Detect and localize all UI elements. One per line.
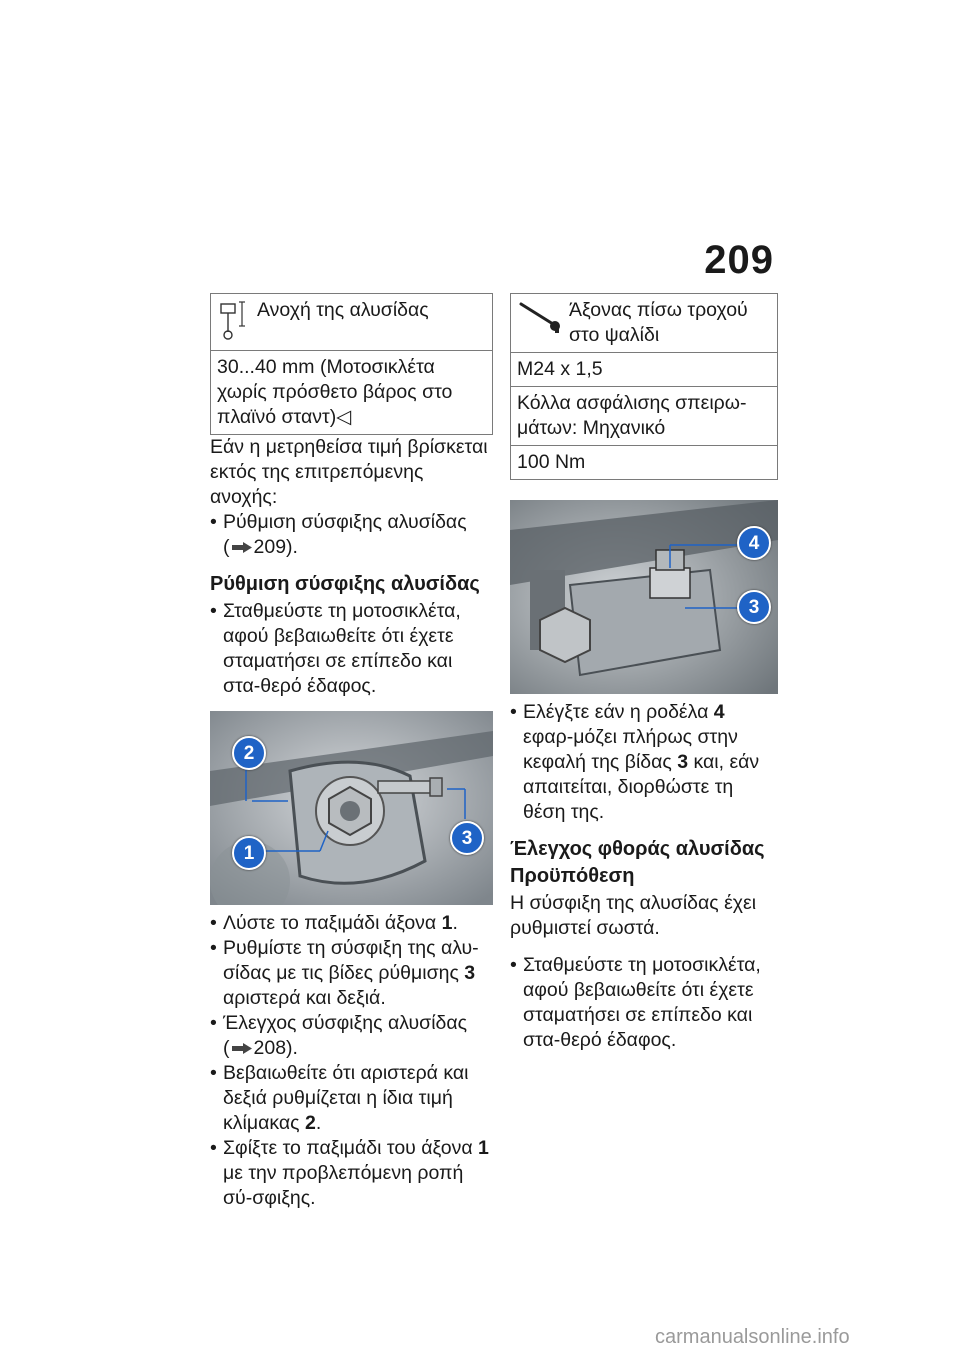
list-item: • Σφίξτε το παξιμάδι του άξονα 1 με την προβλεπόμενη ροπή σύ-σφιξης.	[210, 1136, 493, 1211]
check-list	[510, 700, 778, 825]
spec-value-slack: 30...40 mm (Μοτοσικλέτα χωρίς πρόσθετο βάρος στο πλαϊνό σταντ)◁	[211, 351, 493, 435]
intro-list	[210, 510, 493, 560]
list-item: • Έλεγχος σύσφιξης αλυσίδας ( 208).	[210, 1011, 493, 1061]
adjust-list-1	[210, 599, 493, 699]
watermark: carmanualsonline.info	[655, 1326, 850, 1348]
torque-wrench-icon	[517, 298, 563, 334]
spec-adhesive: Κόλλα ασφάλισης σπειρω-μάτων: Μηχανικό	[511, 387, 778, 446]
list-item: • Βεβαιωθείτε ότι αριστερά και δεξιά ρυθμίζεται η ίδια τιμή κλίμακας 2.	[210, 1061, 493, 1136]
chain-slack-spec-table	[210, 293, 493, 435]
callout-badge: 4	[737, 526, 771, 560]
adjuster-bolt-photo	[510, 500, 778, 694]
wear-list	[510, 953, 778, 1053]
page-number: 209	[704, 238, 774, 282]
page-link[interactable]: 208).	[253, 1037, 298, 1059]
callout-badge: 1	[232, 836, 266, 870]
spec-header-slack: Ανοχή της αλυσίδας	[257, 299, 429, 321]
callout-badge: 3	[737, 590, 771, 624]
section-heading-wear: Έλεγχος φθοράς αλυσίδας	[510, 838, 765, 860]
spec-thread: M24 x 1,5	[511, 353, 778, 387]
bolt-illustration	[510, 500, 778, 694]
chain-adjuster-photo	[210, 711, 493, 905]
adjust-list-2	[210, 911, 493, 1211]
section-heading-adjust: Ρύθμιση σύσφιξης αλυσίδας	[210, 573, 480, 595]
list-item: • Λύστε το παξιμάδι άξονα 1.	[210, 911, 493, 936]
list-item: • Σταθμεύστε τη μοτοσικλέτα, αφού βεβαιωθείτε ότι έχετε σταματήσει σε επίπεδο και στα-θερό έδαφος.	[510, 953, 778, 1053]
spec-torque: 100 Nm	[511, 446, 778, 480]
axle-spec-table	[510, 293, 778, 480]
chain-slack-gauge-icon	[217, 298, 251, 342]
page-reference-arrow-icon	[232, 1043, 252, 1054]
left-column	[210, 293, 493, 1211]
list-item: • Σταθμεύστε τη μοτοσικλέτα, αφού βεβαιωθείτε ότι έχετε σταματήσει σε επίπεδο και στα-θερό έδαφος.	[210, 599, 493, 699]
callout-badge: 2	[232, 736, 266, 770]
prerequisite-text: Η σύσφιξη της αλυσίδας έχει ρυθμιστεί σωστά.	[510, 892, 757, 939]
callout-badge: 3	[450, 821, 484, 855]
spec-header-axle: Άξονας πίσω τροχού στο ψαλίδι	[569, 299, 748, 346]
list-item: • Ρύθμιση σύσφιξης αλυσίδας ( 209).	[210, 510, 493, 560]
list-item: • Ρυθμίστε τη σύσφιξη της αλυ-σίδας με τις βίδες ρύθμισης 3 αριστερά και δεξιά.	[210, 936, 493, 1011]
intro-text: Εάν η μετρηθείσα τιμή βρίσκεται εκτός της επιτρεπόμενης ανοχής:	[210, 436, 488, 508]
list-item: • Ελέγξτε εάν η ροδέλα 4 εφαρ-μόζει πλήρως στην κεφαλή της βίδας 3 και, εάν απαιτείται, διορθώστε τη θέση της.	[510, 700, 778, 825]
subheading-prerequisite: Προϋπόθεση	[510, 865, 635, 887]
right-column	[510, 293, 778, 1053]
page-reference-arrow-icon	[232, 542, 252, 553]
page-link[interactable]: 209).	[253, 536, 298, 558]
